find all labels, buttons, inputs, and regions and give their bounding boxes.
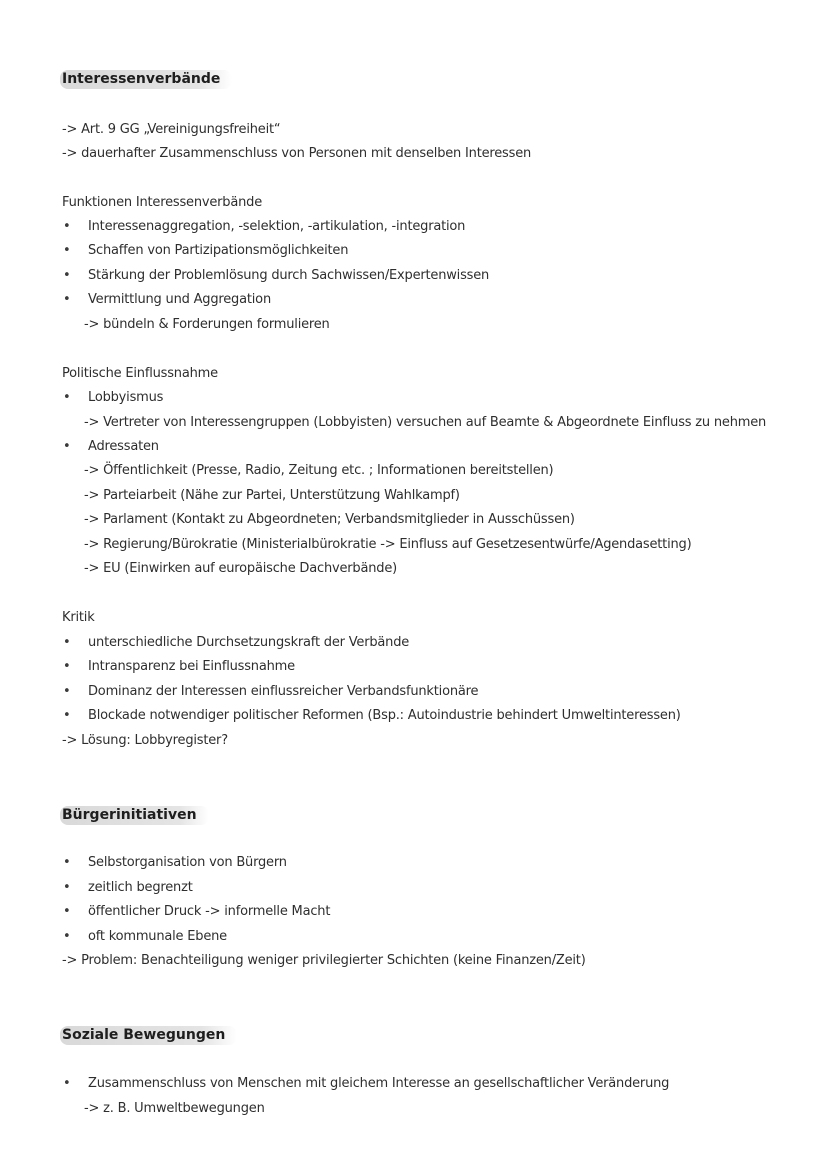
initiatives-item-3: öffentlicher Druck -> informelle Macht <box>88 904 331 919</box>
bullet-icon: • <box>63 855 71 870</box>
movements-example: -> z. B. Umweltbewegungen <box>84 1101 265 1116</box>
initiatives-item-2: zeitlich begrenzt <box>88 880 193 895</box>
addressee-public: -> Öffentlichkeit (Presse, Radio, Zeitung etc. ; Informationen bereitstellen) <box>84 463 554 478</box>
functions-sub: -> bündeln & Forderungen formulieren <box>84 317 330 332</box>
influence-title: Politische Einflussnahme <box>62 366 218 381</box>
intro-line-1: -> Art. 9 GG „Vereinigungsfreiheit“ <box>62 122 281 137</box>
influence-lobbyism: Lobbyismus <box>88 390 164 405</box>
bullet-icon: • <box>63 292 71 307</box>
addressee-eu: -> EU (Einwirken auf europäische Dachverbände) <box>84 561 398 576</box>
initiatives-problem: -> Problem: Benachteiligung weniger privilegierter Schichten (keine Finanzen/Zeit) <box>62 953 586 968</box>
initiatives-item-4: oft kommunale Ebene <box>88 929 227 944</box>
criticism-item-4: Blockade notwendiger politischer Reformen (Bsp.: Autoindustrie behindert Umweltinteressen) <box>88 708 681 723</box>
bullet-icon: • <box>63 390 71 405</box>
bullet-icon: • <box>63 880 71 895</box>
intro-line-2: -> dauerhafter Zusammenschluss von Personen mit denselben Interessen <box>62 146 532 161</box>
heading-interest-groups: Interessenverbände <box>60 70 232 89</box>
bullet-icon: • <box>63 268 71 283</box>
bullet-icon: • <box>63 1076 71 1091</box>
bullet-icon: • <box>63 243 71 258</box>
criticism-title: Kritik <box>62 610 95 625</box>
heading-social-movements: Soziale Bewegungen <box>60 1026 237 1045</box>
initiatives-item-1: Selbstorganisation von Bürgern <box>88 855 287 870</box>
bullet-icon: • <box>63 684 71 699</box>
criticism-item-2: Intransparenz bei Einflussnahme <box>88 659 295 674</box>
functions-item-1: Interessenaggregation, -selektion, -artikulation, -integration <box>88 219 466 234</box>
bullet-icon: • <box>63 439 71 454</box>
bullet-icon: • <box>63 929 71 944</box>
bullet-icon: • <box>63 635 71 650</box>
bullet-icon: • <box>63 904 71 919</box>
addressee-government: -> Regierung/Bürokratie (Ministerialbürokratie -> Einfluss auf Gesetzesentwürfe/Agendasetting) <box>84 537 692 552</box>
addressee-parliament: -> Parlament (Kontakt zu Abgeordneten; Verbandsmitglieder in Ausschüssen) <box>84 512 575 527</box>
influence-addressees: Adressaten <box>88 439 159 454</box>
functions-item-2: Schaffen von Partizipationsmöglichkeiten <box>88 243 349 258</box>
bullet-icon: • <box>63 219 71 234</box>
functions-item-4: Vermittlung und Aggregation <box>88 292 271 307</box>
bullet-icon: • <box>63 659 71 674</box>
criticism-item-1: unterschiedliche Durchsetzungskraft der Verbände <box>88 635 410 650</box>
criticism-solution: -> Lösung: Lobbyregister? <box>62 733 228 748</box>
bullet-icon: • <box>63 708 71 723</box>
criticism-item-3: Dominanz der Interessen einflussreicher Verbandsfunktionäre <box>88 684 479 699</box>
influence-lobbyism-sub: -> Vertreter von Interessengruppen (Lobbyisten) versuchen auf Beamte & Abgeordnete Einfluss zu nehmen <box>84 415 767 430</box>
movements-item-1: Zusammenschluss von Menschen mit gleichem Interesse an gesellschaftlicher Veränderung <box>88 1076 670 1091</box>
functions-title: Funktionen Interessenverbände <box>62 195 262 210</box>
functions-item-3: Stärkung der Problemlösung durch Sachwissen/Expertenwissen <box>88 268 490 283</box>
addressee-party: -> Parteiarbeit (Nähe zur Partei, Unterstützung Wahlkampf) <box>84 488 460 503</box>
heading-citizens-initiatives: Bürgerinitiativen <box>60 806 209 825</box>
